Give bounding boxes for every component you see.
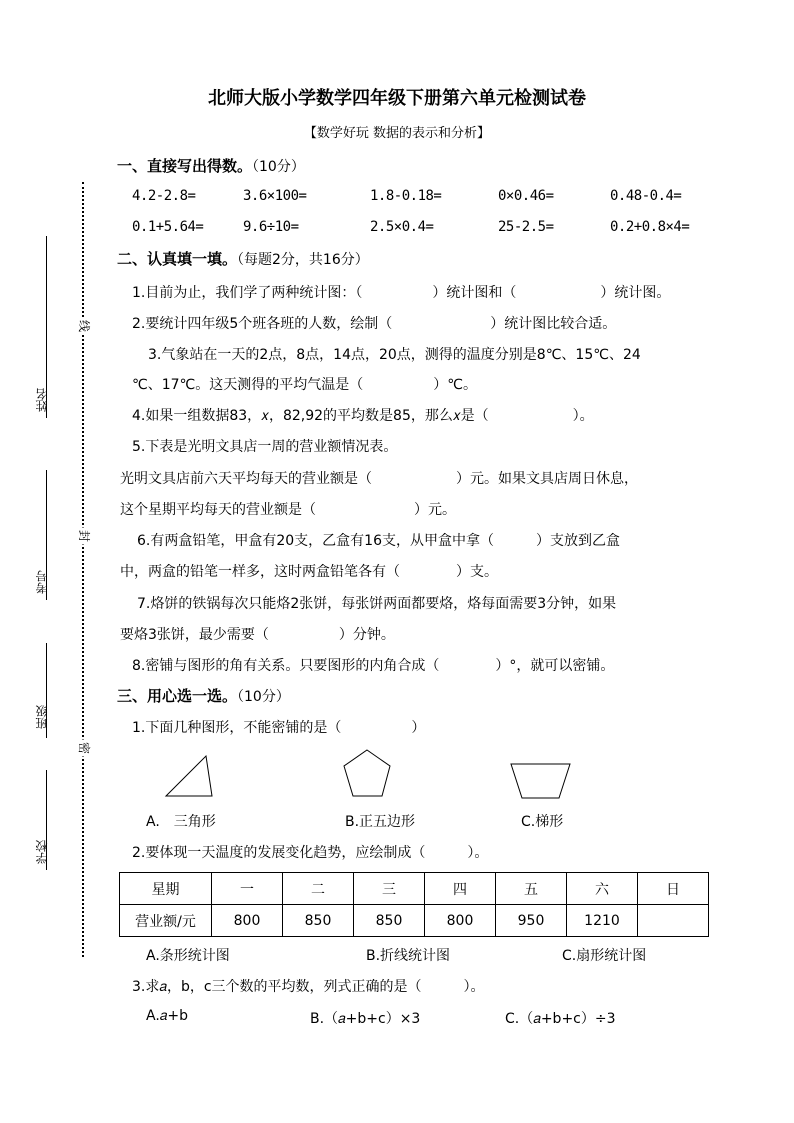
option-c-expression: C.（𝑎+b+c）÷3	[505, 1011, 616, 1027]
fill-question-4: 4.如果一组数据83，𝑥，82,92的平均数是85，那么𝑥是（ ）。	[132, 408, 594, 424]
choice-question-3: 3.求𝑎，b，c三个数的平均数，列式正确的是（ ）。	[132, 979, 485, 995]
section-2-heading	[117, 248, 369, 269]
binding-dotted-line	[82, 182, 84, 957]
page-subtitle: 【数学好玩 数据的表示和分析】	[303, 126, 491, 141]
choice-question-1: 1.下面几种图形，不能密铺的是（ ）	[132, 720, 426, 736]
table-cell: 950	[496, 905, 567, 937]
class-label: 班级	[35, 705, 49, 729]
calc-item: 0.2+0.8×4=	[610, 219, 690, 235]
fill-question-5a: 光明文具店前六天平均每天的营业额是（ ）元。如果文具店周日休息，	[120, 471, 638, 487]
seal-char-mi: 密	[78, 740, 91, 755]
calc-item: 3.6×100=	[243, 188, 307, 204]
school-blank-line[interactable]	[46, 770, 47, 870]
table-cell: 850	[354, 905, 425, 937]
option-c-pie-chart: C.扇形统计图	[562, 948, 647, 964]
pentagon-shape	[340, 748, 396, 800]
option-c-trapezoid: C.梯形	[521, 814, 564, 830]
table-row	[120, 905, 709, 937]
fill-question-7: 7.烙饼的铁锅每次只能烙2张饼，每张饼两面都要烙，烙每面需要3分钟，如果	[137, 596, 617, 612]
table-cell: 三	[354, 873, 425, 905]
exam-number-blank-line[interactable]	[46, 470, 47, 600]
seal-char-line: 线	[78, 318, 91, 333]
calc-item: 0×0.46=	[498, 188, 554, 204]
calc-item: 25-2.5=	[498, 219, 554, 235]
exam-number-label: 考号	[35, 570, 49, 594]
trapezoid-shape	[508, 760, 574, 802]
section-3-title: 三、用心选一选。	[117, 687, 238, 705]
table-cell: 日	[638, 873, 709, 905]
option-b-line-chart: B.折线统计图	[366, 948, 451, 964]
choice-question-2: 2.要体现一天温度的发展变化趋势，应绘制成（ ）。	[132, 845, 489, 861]
table-cell: 四	[425, 873, 496, 905]
triangle-shape	[160, 752, 220, 800]
sales-table	[119, 872, 709, 937]
fill-question-6: 6.有两盒铅笔，甲盒有20支，乙盒有16支，从甲盒中拿（ ）支放到乙盒	[137, 533, 620, 549]
page-title: 北师大版小学数学四年级下册第六单元检测试卷	[208, 88, 586, 109]
section-3-heading	[117, 685, 290, 706]
fill-question-3-cont: ℃、17℃。这天测得的平均气温是（ ）℃。	[132, 377, 477, 393]
option-b-expression: B.（𝑎+b+c）×3	[310, 1011, 421, 1027]
fill-question-3: 3.气象站在一天的2点，8点，14点，20点，测得的温度分别是8℃、15℃、24	[148, 347, 641, 363]
section-1-points: （10分）	[252, 159, 305, 175]
fill-question-5: 5.下表是光明文具店一周的营业额情况表。	[132, 439, 398, 455]
fill-question-5b: 这个星期平均每天的营业额是（ ）元。	[120, 502, 456, 518]
section-2-points: （每题2分，共16分）	[237, 252, 369, 268]
table-cell: 星期	[120, 873, 212, 905]
fill-question-7-cont: 要烙3张饼，最少需要（ ）分钟。	[120, 627, 395, 643]
section-1-title: 一、直接写出得数。	[117, 157, 253, 175]
calc-item: 0.1+5.64=	[132, 219, 204, 235]
option-a-triangle: A. 三角形	[146, 814, 216, 830]
option-b-pentagon: B.正五边形	[345, 814, 416, 830]
fill-question-6-cont: 中，两盒的铅笔一样多，这时两盒铅笔各有（ ）支。	[120, 564, 498, 580]
name-blank-line[interactable]	[46, 236, 47, 418]
table-cell: 850	[283, 905, 354, 937]
seal-char-feng: 封	[78, 528, 91, 543]
fill-question-1: 1.目前为止，我们学了两种统计图：（ ）统计图和（ ）统计图。	[132, 285, 671, 301]
table-cell: 一	[212, 873, 283, 905]
calc-item: 0.48-0.4=	[610, 188, 682, 204]
class-blank-line[interactable]	[46, 643, 47, 738]
name-label: 姓名	[35, 388, 49, 412]
calc-item: 1.8-0.18=	[370, 188, 442, 204]
table-cell: 800	[212, 905, 283, 937]
option-a-bar-chart: A.条形统计图	[146, 948, 230, 964]
section-2-title: 二、认真填一填。	[117, 250, 238, 268]
section-1-heading	[117, 155, 305, 176]
table-cell: 五	[496, 873, 567, 905]
section-3-points: （10分）	[237, 689, 290, 705]
table-cell: 营业额/元	[120, 905, 212, 937]
school-label: 学校	[35, 840, 49, 864]
option-a-expression: A.𝑎+b	[146, 1008, 189, 1024]
table-cell-sunday-blank[interactable]	[638, 905, 709, 937]
table-cell: 二	[283, 873, 354, 905]
fill-question-2: 2.要统计四年级5个班各班的人数，绘制（ ）统计图比较合适。	[132, 316, 617, 332]
fill-question-8: 8.密铺与图形的角有关系。只要图形的内角合成（ ）°，就可以密铺。	[132, 658, 615, 674]
table-cell: 1210	[567, 905, 638, 937]
calc-item: 2.5×0.4=	[370, 219, 434, 235]
calc-item: 4.2-2.8=	[132, 188, 196, 204]
table-cell: 六	[567, 873, 638, 905]
calc-item: 9.6÷10=	[243, 219, 299, 235]
table-row	[120, 873, 709, 905]
table-cell: 800	[425, 905, 496, 937]
